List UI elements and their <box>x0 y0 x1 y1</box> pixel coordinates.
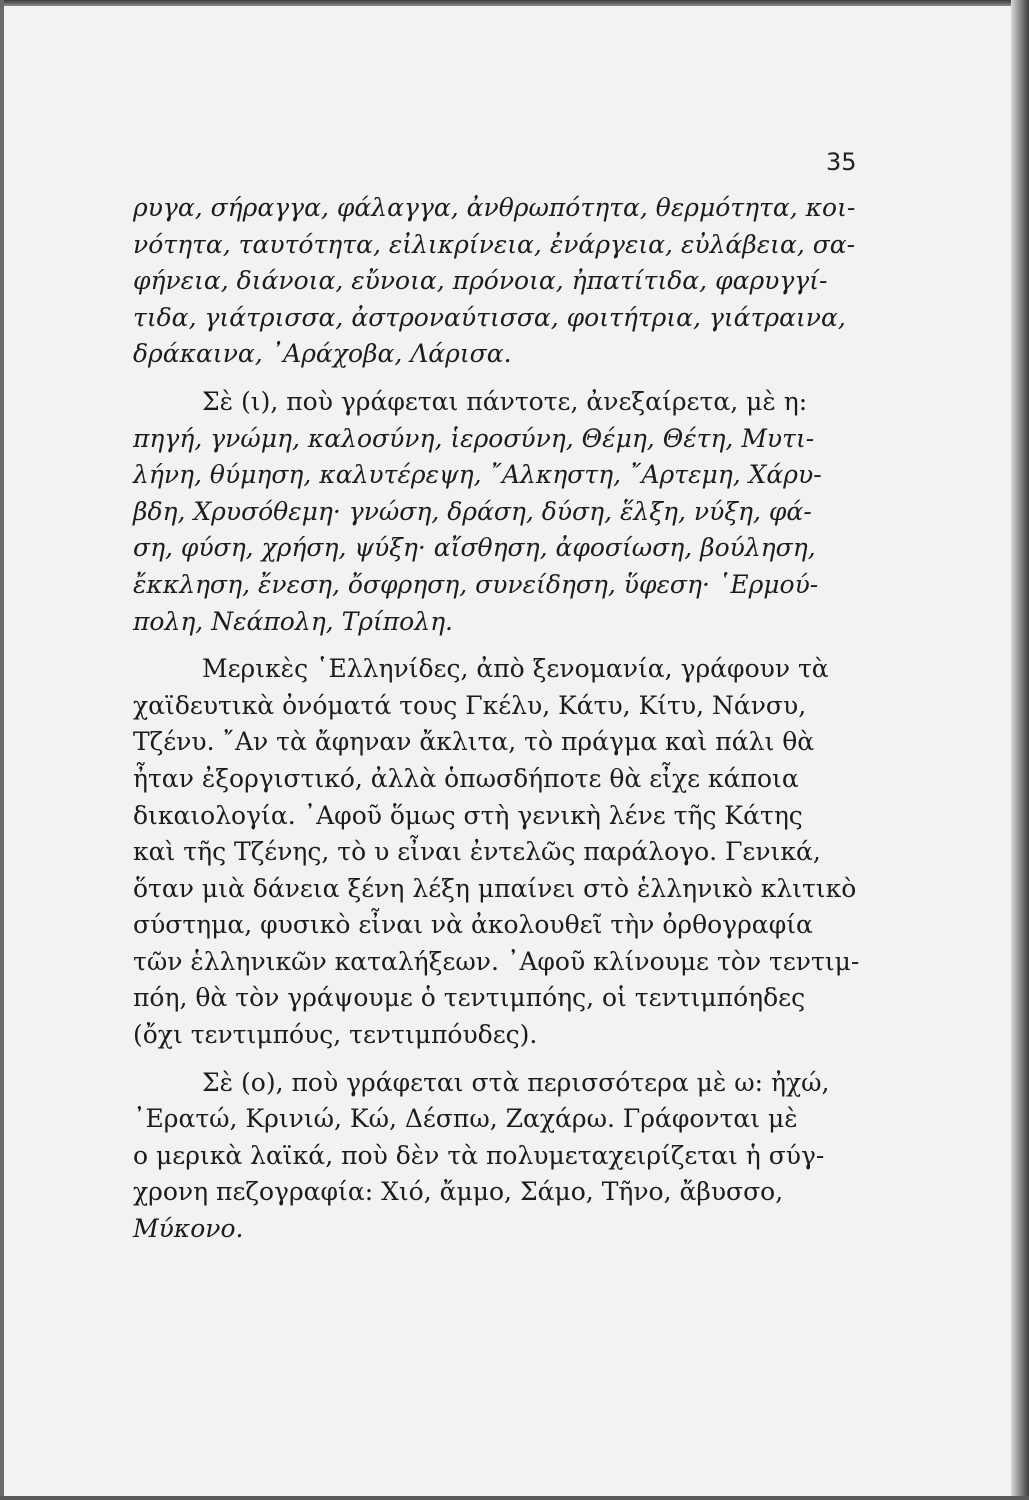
text-line: σύστημα, φυσικὸ εἶναι νὰ ἀκολουθεῖ τὴν ὀρθογραφία <box>133 910 813 940</box>
text-line: πόη, θὰ τὸν γράψουμε ὁ τεντιμπόης, οἱ τεντιμπόηδες <box>133 983 806 1013</box>
text-line: τιδα, γιάτρισσα, ἀστροναύτισσα, φοιτήτρια, γιάτραινα, <box>133 302 846 332</box>
text-line: ὅταν μιὰ δάνεια ξένη λέξη μπαίνει στὸ ἑλληνικὸ κλιτικὸ <box>133 873 857 903</box>
text-line: φήνεια, διάνοια, εὔνοια, πρόνοια, ἠπατίτιδα, φαρυγγί- <box>133 266 828 296</box>
paragraph-xenomania <box>133 651 873 1054</box>
text-line: ἔκκληση, ἔνεση, ὄσφρηση, συνείδηση, ὕφεση· ῾Ερμού- <box>133 569 819 599</box>
text-line: Μύκονο. <box>133 1214 244 1244</box>
text-line: τῶν ἑλληνικῶν καταλήξεων. ᾿Αφοῦ κλίνουμε τὸν τεντιμ- <box>133 946 860 976</box>
text-line: πολη, Νεάπολη, Τρίπολη. <box>133 606 453 636</box>
text-line: ρυγα, σήραγγα, φάλαγγα, ἀνθρωπότητα, θερμότητα, κοι- <box>133 193 856 222</box>
text-line: καὶ τῆς Τζένης, τὸ υ εἶναι ἐντελῶς παράλογο. Γενικά, <box>133 837 821 867</box>
text-line: ο μερικὰ λαϊκά, ποὺ δὲν τὰ πολυμεταχειρίζεται ἡ σύγ- <box>133 1140 825 1170</box>
text-line: (ὄχι τεντιμπόυς, τεντιμπόυδες). <box>133 1020 538 1050</box>
text-line: Μερικὲς ῾Ελληνίδες, ἀπὸ ξενομανία, γράφουν τὰ <box>202 654 829 684</box>
text-line: δράκαινα, ᾿Αράχοβα, Λάρισα. <box>133 339 512 369</box>
scan-edge-bottom <box>0 1496 1029 1500</box>
scan-edge-left <box>0 0 4 1500</box>
text-line: πηγή, γνώμη, καλοσύνη, ἱεροσύνη, Θέμη, Θέτη, Μυτι- <box>133 423 815 453</box>
text-line: ᾿Ερατώ, Κρινιώ, Κώ, Δέσπω, Ζαχάρω. Γράφονται μὲ <box>133 1104 798 1134</box>
text-line: λήνη, θύμηση, καλυτέρεψη, ῎Αλκηστη, ῎Αρτεμη, Χάρυ- <box>133 460 822 490</box>
text-line: χαϊδευτικὰ ὀνόματά τους Γκέλυ, Κάτυ, Κίτυ, Νάνσυ, <box>133 690 807 720</box>
text-line: Σὲ (ο), ποὺ γράφεται στὰ περισσότερα μὲ ω: ἠχώ, <box>202 1067 830 1097</box>
text-line: Σὲ (ι), ποὺ γράφεται πάντοτε, ἀνεξαίρετα, μὲ η: <box>202 386 808 416</box>
text-line: ἦταν ἐξοργιστικό, ἀλλὰ ὁπωσδήποτε θὰ εἶχε κάποια <box>133 763 799 793</box>
text-line: βδη, Χρυσόθεμη· γνώση, δράση, δύση, ἕλξη, νύξη, φά- <box>133 496 812 526</box>
text-line: δικαιολογία. ᾿Αφοῦ ὅμως στὴ γενικὴ λένε τῆς Κάτης <box>133 800 803 830</box>
paragraph-word-list-a <box>133 190 873 373</box>
scan-edge-right <box>1011 0 1029 1500</box>
text-line: νότητα, ταυτότητα, εἰλικρίνεια, ἐνάργεια, εὐλάβεια, σα- <box>133 229 856 259</box>
text-column <box>133 190 873 1248</box>
text-line: χρονη πεζογραφία: Χιό, ἄμμο, Σάμο, Τῆνο, ἄβυσσο, <box>133 1177 784 1207</box>
scan-edge-top <box>0 0 1029 6</box>
paragraph-omicron <box>133 1065 873 1248</box>
page-number: 35 <box>826 148 857 176</box>
text-line: Τζένυ. ῎Αν τὰ ἄφηναν ἄκλιτα, τὸ πράγμα καὶ πάλι θὰ <box>133 727 815 757</box>
text-line: ση, φύση, χρήση, ψύξη· αἴσθηση, ἀφοσίωση, βούληση, <box>133 533 816 563</box>
paragraph-iota <box>133 384 873 640</box>
